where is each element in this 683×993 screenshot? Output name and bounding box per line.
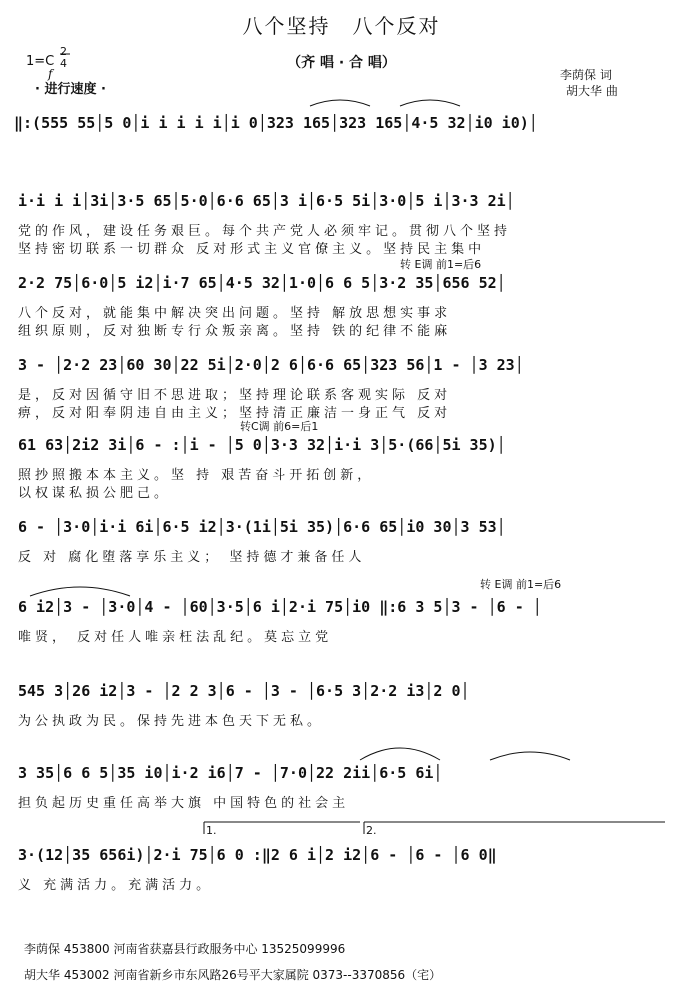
modulation-mark-2: 转C调 前6=后1 <box>240 420 319 433</box>
lyrics-line-5a: 照抄照搬本本主义。坚 持 艰苦奋斗开拓创新， <box>18 468 375 483</box>
lyrics-line-4a: 是，反对因循守旧不思进取；坚持理论联系客观实际 反对 <box>18 388 452 403</box>
lyricist-credit: 李荫保 词 <box>560 68 612 82</box>
score-line-6: 6 - │3·0│i·i 6i│6·5 i2│3·(1i│5i 35)│6·6 65│i0 30│3 53│ <box>18 518 506 536</box>
volta-2: 2. <box>366 824 377 837</box>
score-line-10: 3·(12│35 656i)│2·i 75│6 0 :‖2 6 i│2 i2│6 - │6 - │6 0‖ <box>18 846 497 864</box>
score-line-3: 2·2 75│6·0│5 i2│i·7 65│4·5 32│1·0│6 6 5│3·2 35│656 52│ <box>18 274 506 292</box>
score-line-2: i·i i i│3i│3·5 65│5·0│6·6 65│3 i│6·5 5i│3·0│5 i│3·3 2i│ <box>18 192 515 210</box>
composer-credit: 胡大华 曲 <box>566 84 618 98</box>
lyricist-contact: 李荫保 453800 河南省获嘉县行政服务中心 13525099996 <box>24 942 346 956</box>
volta-1: 1. <box>206 824 217 837</box>
lyrics-line-4b: 痹，反对阳奉阴违自由主义；坚持清正廉洁一身正气 反对 <box>18 406 452 421</box>
song-subtitle: （齐 唱 · 合 唱） <box>287 55 396 71</box>
lyrics-line-2b: 坚持密切联系一切群众 反对形式主义官僚主义。坚持民主集中 <box>18 242 486 257</box>
lyrics-line-3a: 八个反对，就能集中解决突出问题。坚持 解放思想实事求 <box>18 306 452 321</box>
tempo-marking: · 进行速度 · <box>35 82 106 97</box>
lyrics-line-7a: 唯贤， 反对任人唯亲枉法乱纪。莫忘立党 <box>18 630 333 645</box>
lyrics-line-8a: 为公执政为民。保持先进本色天下无私。 <box>18 714 325 729</box>
score-line-7: 6 i2│3 - │3·0│4 - │60│3·5│6 i│2·i 75│i0 ‖:6 3 5│3 - │6 - │ <box>18 598 542 616</box>
composer-contact: 胡大华 453002 河南省新乡市东风路26号平大家属院 0373--3370856（宅） <box>24 968 442 982</box>
score-line-4: 3 - │2·2 23│60 30│22 5i│2·0│2 6│6·6 65│323 56│1 - │3 23│ <box>18 356 524 374</box>
lyrics-line-2a: 党的作风，建设任务艰巨。每个共产党人必须牢记。贯彻八个坚持 <box>18 224 512 239</box>
score-line-5: 61 63│2i2 3i│6 - :│i - │5 0│3·3 32│i·i 3│5·(66│5i 35)│ <box>18 436 506 454</box>
lyrics-line-3b: 组织原则，反对独断专行众叛亲离。坚持 铁的纪律不能麻 <box>18 324 452 339</box>
modulation-mark-3: 转 E调 前1=后6 <box>480 578 562 591</box>
score-line-8: 545 3│26 i2│3 - │2 2 3│6 - │3 - │6·5 3│2·2 i3│2 0│ <box>18 682 470 700</box>
score-line-1: ‖:(555 55│5 0│i i i i i│i 0│323 165│323 165│4·5 32│i0 i0)│ <box>14 114 538 132</box>
meter-top: 2 <box>60 45 67 58</box>
score-line-9: 3 35│6 6 5│35 i0│i·2 i6│7 - │7·0│22 2ii│6·5 6i│ <box>18 764 443 782</box>
lyrics-line-10a: 义 充满活力。充满活力。 <box>18 878 214 893</box>
meter-bottom: 4 <box>60 57 67 70</box>
lyrics-line-5b: 以权谋私损公肥己。 <box>18 486 172 501</box>
key-signature: 1=C <box>26 54 55 69</box>
modulation-mark-1: 转 E调 前1=后6 <box>400 258 482 271</box>
lyrics-line-6a: 反 对 腐化堕落享乐主义； 坚持德才兼备任人 <box>18 550 366 565</box>
dynamic-mark: f <box>48 67 53 81</box>
lyrics-line-9a: 担负起历史重任高举大旗 中国特色的社会主 <box>18 796 350 811</box>
song-title: 八个坚持 八个反对 <box>242 14 441 38</box>
